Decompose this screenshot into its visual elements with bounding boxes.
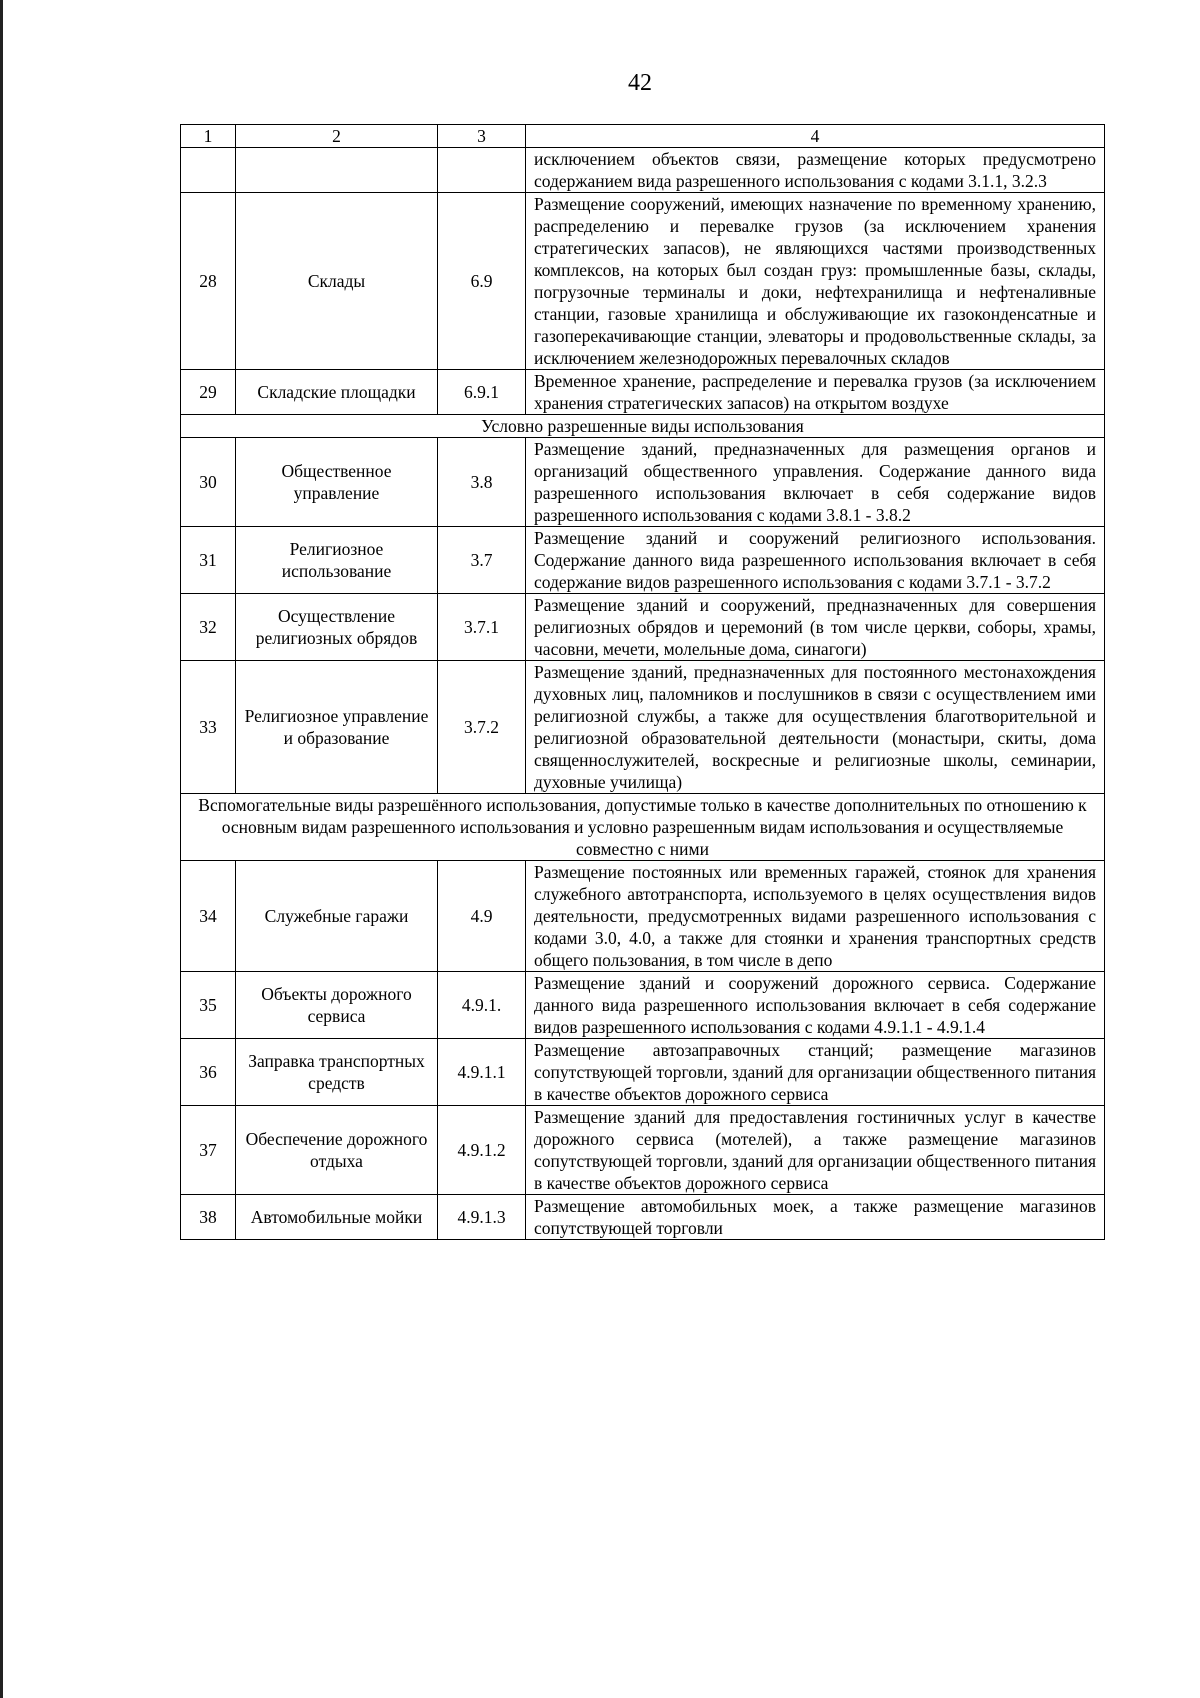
table-row <box>181 193 1105 370</box>
use-name: Религиозное управление и образование <box>236 661 438 794</box>
use-code: 4.9.1.2 <box>438 1106 526 1195</box>
row-number: 38 <box>181 1195 236 1240</box>
row-number <box>181 148 236 193</box>
use-description: Размещение сооружений, имеющих назначение по временному хранению, распределению и перевалке грузов (за исключением хранения стратегических запасов), не являющихся частями производственных комплексов, на которых был создан груз: промышленные базы, склады, погрузочные терминалы и доки, нефтехранилища и нефтеналивные станции, газовые хранилища и обслуживающие их газоконденсатные и газоперекачивающие станции, элеваторы и продовольственные склады, за исключением железнодорожных перевалочных складов <box>526 193 1105 370</box>
table-row <box>181 1195 1105 1240</box>
section-header-row <box>181 794 1105 861</box>
use-description: Размещение зданий для предоставления гостиничных услуг в качестве дорожного сервиса (мотелей), а также размещение магазинов сопутствующей торговли, зданий для организации общественного питания в качестве объектов дорожного сервиса <box>526 1106 1105 1195</box>
section-heading-auxiliary: Вспомогательные виды разрешённого использования, допустимые только в качестве дополнительных по отношению к основным видам разрешенного использования и условно разрешенным видам использования и осуществляемые совместно с ними <box>181 794 1105 861</box>
row-number: 28 <box>181 193 236 370</box>
use-code: 4.9.1.1 <box>438 1039 526 1106</box>
use-description: Размещение постоянных или временных гаражей, стоянок для хранения служебного автотранспорта, используемого в целях осуществления видов деятельности, предусмотренных видами разрешенного использования с кодами 3.0, 4.0, а также для стоянки и хранения транспортных средств общего пользования, в том числе в депо <box>526 861 1105 972</box>
table-row <box>181 594 1105 661</box>
row-number: 29 <box>181 370 236 415</box>
scan-edge <box>0 0 3 1698</box>
table-row <box>181 370 1105 415</box>
use-name: Объекты дорожного сервиса <box>236 972 438 1039</box>
use-name: Осуществление религиозных обрядов <box>236 594 438 661</box>
use-description: Размещение автозаправочных станций; размещение магазинов сопутствующей торговли, зданий для организации общественного питания в качестве объектов дорожного сервиса <box>526 1039 1105 1106</box>
section-header-row <box>181 415 1105 438</box>
table-row <box>181 527 1105 594</box>
use-name: Служебные гаражи <box>236 861 438 972</box>
row-number: 35 <box>181 972 236 1039</box>
section-heading-conditional: Условно разрешенные виды использования <box>181 415 1105 438</box>
column-number-header-row <box>181 125 1105 148</box>
use-description: Размещение зданий и сооружений дорожного сервиса. Содержание данного вида разрешенного использования включает в себя содержание видов разрешенного использования с кодами 4.9.1.1 - 4.9.1.4 <box>526 972 1105 1039</box>
use-code: 3.7.1 <box>438 594 526 661</box>
use-code: 4.9.1.3 <box>438 1195 526 1240</box>
use-name: Склады <box>236 193 438 370</box>
use-name: Обеспечение дорожного отдыха <box>236 1106 438 1195</box>
table-row <box>181 861 1105 972</box>
use-name <box>236 148 438 193</box>
column-header: 3 <box>438 125 526 148</box>
row-number: 31 <box>181 527 236 594</box>
use-description: исключением объектов связи, размещение которых предусмотрено содержанием вида разрешенного использования с кодами 3.1.1, 3.2.3 <box>526 148 1105 193</box>
use-description: Размещение зданий, предназначенных для размещения органов и организаций общественного управления. Содержание данного вида разрешенного использования включает в себя содержание видов разрешенного использования с кодами 3.8.1 - 3.8.2 <box>526 438 1105 527</box>
land-use-table <box>180 124 1105 1240</box>
use-code <box>438 148 526 193</box>
use-name: Религиозное использование <box>236 527 438 594</box>
use-name: Общественное управление <box>236 438 438 527</box>
use-description: Временное хранение, распределение и перевалка грузов (за исключением хранения стратегических запасов) на открытом воздухе <box>526 370 1105 415</box>
use-code: 4.9.1. <box>438 972 526 1039</box>
table-row <box>181 1039 1105 1106</box>
row-number: 33 <box>181 661 236 794</box>
table-row-continuation <box>181 148 1105 193</box>
row-number: 36 <box>181 1039 236 1106</box>
table-row <box>181 1106 1105 1195</box>
use-description: Размещение зданий, предназначенных для постоянного местонахождения духовных лиц, паломников и послушников в связи с осуществлением ими религиозной службы, а также для осуществления благотворительной и религиозной образовательной деятельности (монастыри, скиты, дома священнослужителей, воскресные и религиозные школы, семинарии, духовные училища) <box>526 661 1105 794</box>
use-code: 4.9 <box>438 861 526 972</box>
row-number: 37 <box>181 1106 236 1195</box>
use-code: 3.7 <box>438 527 526 594</box>
column-header: 4 <box>526 125 1105 148</box>
use-code: 6.9 <box>438 193 526 370</box>
table-row <box>181 661 1105 794</box>
column-header: 2 <box>236 125 438 148</box>
column-header: 1 <box>181 125 236 148</box>
row-number: 32 <box>181 594 236 661</box>
use-name: Складские площадки <box>236 370 438 415</box>
table-row <box>181 438 1105 527</box>
use-code: 6.9.1 <box>438 370 526 415</box>
use-code: 3.7.2 <box>438 661 526 794</box>
row-number: 30 <box>181 438 236 527</box>
use-code: 3.8 <box>438 438 526 527</box>
use-name: Автомобильные мойки <box>236 1195 438 1240</box>
table-row <box>181 972 1105 1039</box>
use-description: Размещение зданий и сооружений, предназначенных для совершения религиозных обрядов и церемоний (в том числе церкви, соборы, храмы, часовни, мечети, молельные дома, синагоги) <box>526 594 1105 661</box>
row-number: 34 <box>181 861 236 972</box>
use-description: Размещение автомобильных моек, а также размещение магазинов сопутствующей торговли <box>526 1195 1105 1240</box>
page-number: 42 <box>628 70 652 96</box>
use-description: Размещение зданий и сооружений религиозного использования. Содержание данного вида разрешенного использования включает в себя содержание видов разрешенного использования с кодами 3.7.1 - 3.7.2 <box>526 527 1105 594</box>
use-name: Заправка транспортных средств <box>236 1039 438 1106</box>
